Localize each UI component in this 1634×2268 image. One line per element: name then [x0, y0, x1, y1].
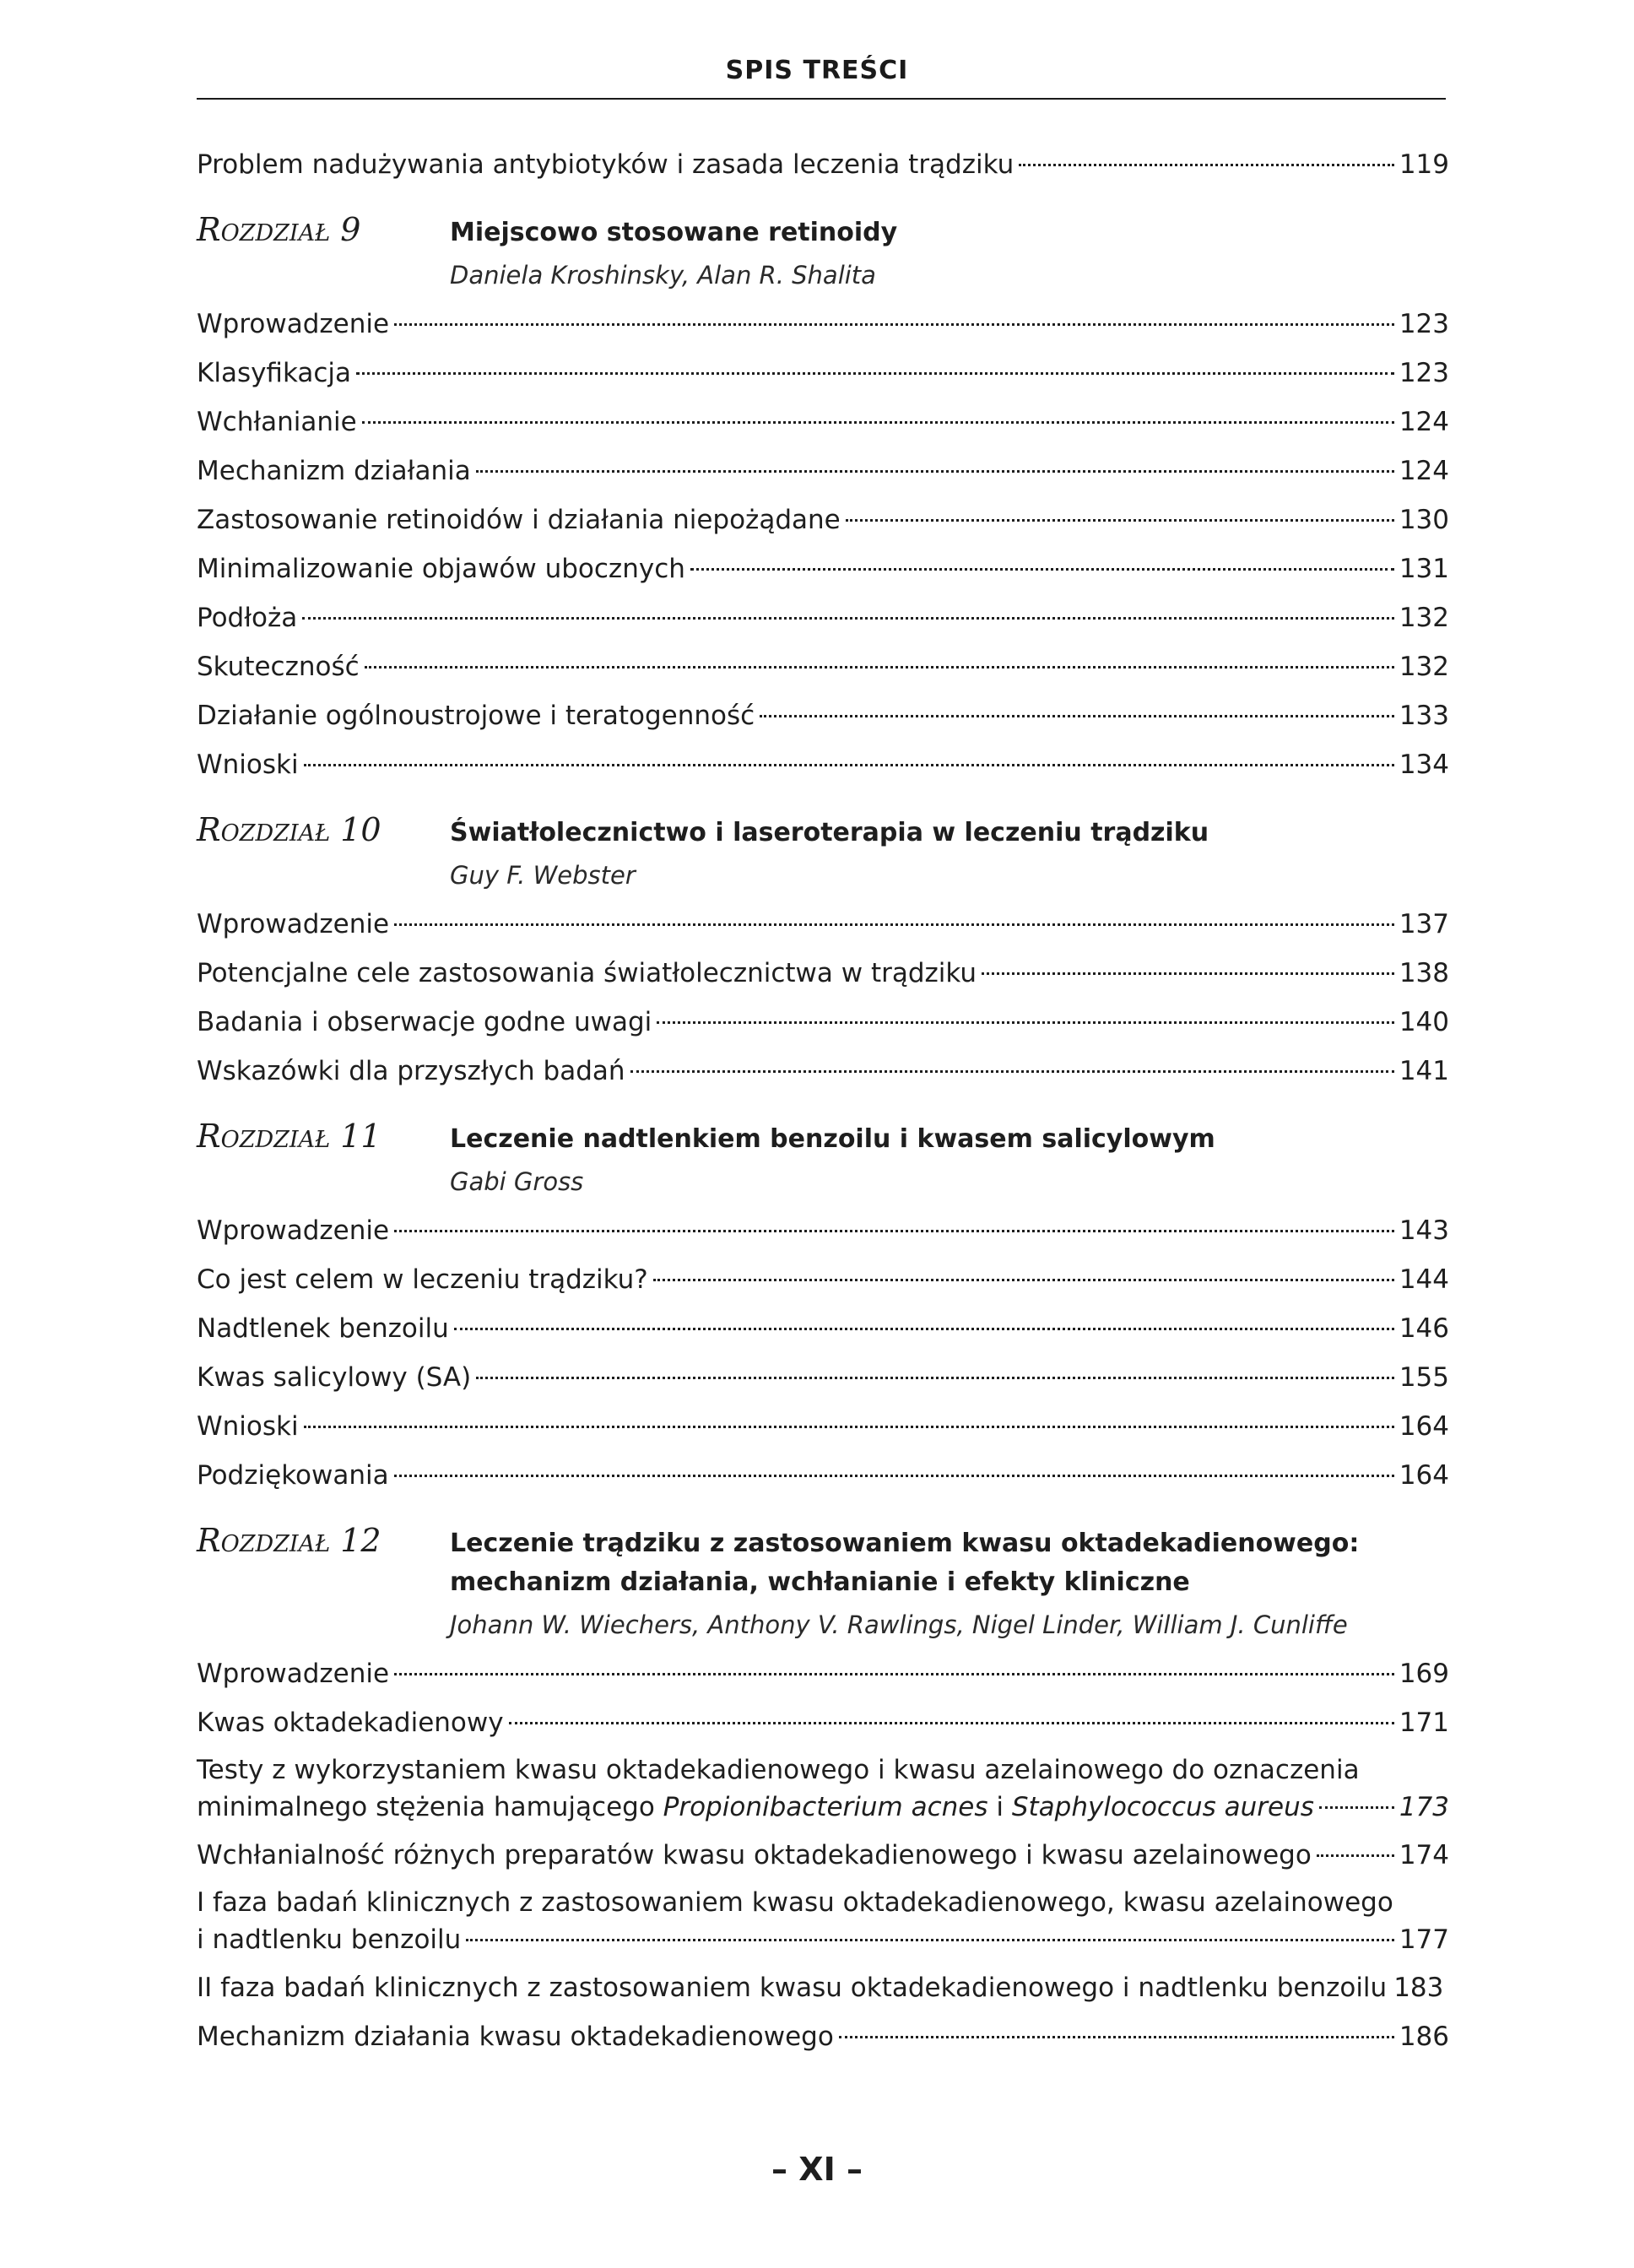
chapter-label: Rozdział 12 [197, 1522, 381, 1559]
dot-leader [509, 1722, 1394, 1724]
toc-entry-page: 141 [1399, 1056, 1449, 1086]
toc-entry-title-line-1: Testy z wykorzystaniem kwasu oktadekadienowego i kwasu azelainowego do oznaczenia [197, 1755, 1360, 1785]
title-text: minimalnego stężenia hamującego [197, 1792, 663, 1822]
chapter-label: Rozdział 11 [197, 1118, 381, 1155]
dot-leader [846, 519, 1394, 522]
dot-leader [454, 1328, 1394, 1330]
dot-leader [302, 617, 1394, 620]
toc-entry[interactable] [197, 998, 1449, 1047]
dot-leader [476, 470, 1394, 473]
toc-entry-page: 183 [1393, 1973, 1444, 2003]
toc-entry-page: 144 [1399, 1264, 1449, 1295]
chapter-12-entries [197, 1649, 1449, 2061]
toc-entry-page: 186 [1399, 2022, 1449, 2052]
dot-leader [1317, 1854, 1394, 1857]
chapter-authors: Gabi Gross [450, 1167, 584, 1196]
toc-entry[interactable] [197, 140, 1449, 189]
toc-entry-page: 132 [1399, 652, 1449, 682]
toc-entry-page: 164 [1399, 1460, 1449, 1491]
dot-leader [760, 715, 1394, 717]
toc-entry-page: 143 [1399, 1215, 1449, 1246]
toc-entry-title: Wprowadzenie [197, 909, 390, 939]
toc-entry-title: Kwas salicylowy (SA) [197, 1362, 472, 1393]
chapter-10-entries [197, 900, 1449, 1096]
toc-entry-title-line-2 [197, 1789, 1314, 1826]
dot-leader [394, 1230, 1394, 1232]
toc-entry-page: 119 [1399, 149, 1449, 180]
toc-entry-title-line-2: i nadtlenku benzoilu [197, 1924, 462, 1955]
toc-entry-title: Wprowadzenie [197, 1659, 390, 1689]
toc-entry[interactable] [197, 1698, 1449, 1747]
toc-entry-title: Wskazówki dla przyszłych badań [197, 1056, 625, 1086]
toc-entry[interactable] [197, 740, 1449, 789]
dot-leader [304, 764, 1394, 766]
toc-entry-title: Minimalizowanie objawów ubocznych [197, 554, 685, 584]
toc-entry-title: Kwas oktadekadienowy [197, 1708, 504, 1738]
chapter-label: Rozdział 9 [197, 211, 361, 248]
chapter-label: Rozdział 10 [197, 811, 381, 848]
species-name: Propionibacterium acnes [663, 1792, 988, 1822]
toc-entry-page: 140 [1399, 1007, 1449, 1037]
dot-leader [394, 1673, 1394, 1675]
toc-entry[interactable] [197, 1304, 1449, 1353]
toc-entry-page: 169 [1399, 1659, 1449, 1689]
chapter-12 [197, 1522, 1449, 1644]
toc-entry[interactable] [197, 2012, 1449, 2061]
toc-entry[interactable] [197, 1649, 1449, 1698]
toc-entry-title: II faza badań klinicznych z zastosowaniem kwasu oktadekadienowego i nadtlenku benzoilu [197, 1973, 1388, 2003]
toc-entry-page: 134 [1399, 750, 1449, 780]
toc-entry[interactable] [197, 1451, 1449, 1500]
dot-leader [476, 1377, 1394, 1379]
page-number: – XI – [771, 2151, 863, 2188]
chapter-9 [197, 211, 1449, 295]
dot-leader [356, 372, 1394, 375]
chapter-authors: Johann W. Wiechers, Anthony V. Rawlings, Nigel Linder, William J. Cunliffe [450, 1610, 1348, 1639]
toc-entry[interactable] [197, 398, 1449, 447]
chapter-11 [197, 1118, 1449, 1201]
toc-entry[interactable] [197, 1963, 1449, 2012]
toc-entry-title: Zastosowanie retinoidów i działania niepożądane [197, 505, 841, 535]
chapter-title-line-2: mechanizm działania, wchłanianie i efekty kliniczne [450, 1567, 1190, 1597]
species-name: Staphylococcus aureus [1011, 1792, 1314, 1822]
toc-entry[interactable] [197, 544, 1449, 593]
toc-entry-page: 173 [1399, 1792, 1449, 1822]
dot-leader [653, 1279, 1394, 1281]
dot-leader [466, 1939, 1394, 1941]
toc-entry-title: Badania i obserwacje godne uwagi [197, 1007, 652, 1037]
toc-entry-page: 146 [1399, 1313, 1449, 1344]
dot-leader [1019, 164, 1394, 166]
toc-entry-title-line-1: I faza badań klinicznych z zastosowaniem kwasu oktadekadienowego, kwasu azelainowego [197, 1887, 1393, 1918]
toc-entry-page: 123 [1399, 358, 1449, 388]
dot-leader [394, 1475, 1394, 1477]
toc-entry-page: 137 [1399, 909, 1449, 939]
toc-entry-page: 171 [1399, 1708, 1449, 1738]
toc-entry[interactable] [197, 1047, 1449, 1096]
toc-entry-title: Podłoża [197, 603, 298, 633]
toc-entry[interactable] [197, 1206, 1449, 1255]
dot-leader [839, 2036, 1394, 2038]
toc-entry[interactable] [197, 495, 1449, 544]
toc-entry-page: 174 [1399, 1840, 1449, 1870]
toc-entry-title: Skuteczność [197, 652, 360, 682]
toc-entry-title: Wnioski [197, 1411, 299, 1442]
dot-leader [657, 1021, 1394, 1024]
dot-leader [394, 923, 1394, 926]
header-rule [197, 98, 1446, 100]
toc-entry-title: Działanie ogólnoustrojowe i teratogenność [197, 701, 755, 731]
toc-entry[interactable] [197, 1402, 1449, 1451]
chapter-title: Miejscowo stosowane retinoidy [450, 218, 898, 247]
toc-entry-title: Wprowadzenie [197, 309, 390, 339]
dot-leader [982, 972, 1394, 975]
toc-entry[interactable] [197, 1255, 1449, 1304]
chapter-11-entries [197, 1206, 1449, 1500]
toc-entry[interactable] [197, 300, 1449, 349]
toc-entry-title: Problem nadużywania antybiotyków i zasada leczenia trądziku [197, 149, 1014, 180]
toc-entry-page: 133 [1399, 701, 1449, 731]
toc-entry-title: Potencjalne cele zastosowania światłolecznictwa w trądziku [197, 958, 977, 988]
dot-leader [690, 568, 1394, 571]
dot-leader [1319, 1806, 1394, 1809]
toc-entry-multiline[interactable] [197, 1880, 1449, 1963]
chapter-title: Leczenie nadtlenkiem benzoilu i kwasem salicylowym [450, 1124, 1215, 1154]
chapter-authors: Guy F. Webster [450, 861, 636, 890]
toc-entry-title: Nadtlenek benzoilu [197, 1313, 449, 1344]
dot-leader [630, 1070, 1394, 1073]
toc-entry-page: 155 [1399, 1362, 1449, 1393]
toc-entry-page: 124 [1399, 407, 1449, 437]
toc-entry-page: 177 [1399, 1924, 1449, 1955]
chapter-10 [197, 811, 1449, 895]
toc-entry-title: Mechanizm działania [197, 456, 471, 486]
page-header-title: SPIS TREŚCI [725, 56, 909, 85]
toc-entry[interactable] [197, 900, 1449, 949]
toc-entry-title: Wprowadzenie [197, 1215, 390, 1246]
toc-entry[interactable] [197, 593, 1449, 642]
toc-entry[interactable] [197, 447, 1449, 495]
toc-entry-title: Wchłanialność różnych preparatów kwasu oktadekadienowego i kwasu azelainowego [197, 1840, 1312, 1870]
toc-entry[interactable] [197, 642, 1449, 691]
toc-entry-title: Wnioski [197, 750, 299, 780]
toc-entry-page: 132 [1399, 603, 1449, 633]
toc-entry-page: 124 [1399, 456, 1449, 486]
toc-content [197, 140, 1449, 2061]
toc-entry-multiline[interactable] [197, 1747, 1449, 1831]
chapter-title-line-1: Leczenie trądziku z zastosowaniem kwasu oktadekadienowego: [450, 1529, 1360, 1558]
dot-leader [304, 1426, 1394, 1428]
toc-entry-page: 138 [1399, 958, 1449, 988]
toc-entry[interactable] [197, 691, 1449, 740]
chapter-title: Światłolecznictwo i laseroterapia w leczeniu trądziku [450, 818, 1209, 847]
toc-entry-title: Podziękowania [197, 1460, 389, 1491]
chapter-authors: Daniela Kroshinsky, Alan R. Shalita [450, 261, 876, 290]
conjunction: i [987, 1792, 1012, 1822]
toc-entry-title: Klasyfikacja [197, 358, 352, 388]
toc-entry-page: 131 [1399, 554, 1449, 584]
toc-entry[interactable] [197, 949, 1449, 998]
toc-entry[interactable] [197, 349, 1449, 398]
dot-leader [362, 421, 1394, 424]
toc-entry-title: Co jest celem w leczeniu trądziku? [197, 1264, 648, 1295]
toc-entry[interactable] [197, 1831, 1449, 1880]
toc-entry-page: 164 [1399, 1411, 1449, 1442]
dot-leader [394, 323, 1394, 326]
dot-leader [365, 666, 1394, 668]
toc-entry-title: Wchłanianie [197, 407, 357, 437]
chapter-9-entries [197, 300, 1449, 789]
toc-entry-page: 130 [1399, 505, 1449, 535]
toc-entry[interactable] [197, 1353, 1449, 1402]
toc-entry-page: 123 [1399, 309, 1449, 339]
toc-entry-title: Mechanizm działania kwasu oktadekadienowego [197, 2022, 834, 2052]
